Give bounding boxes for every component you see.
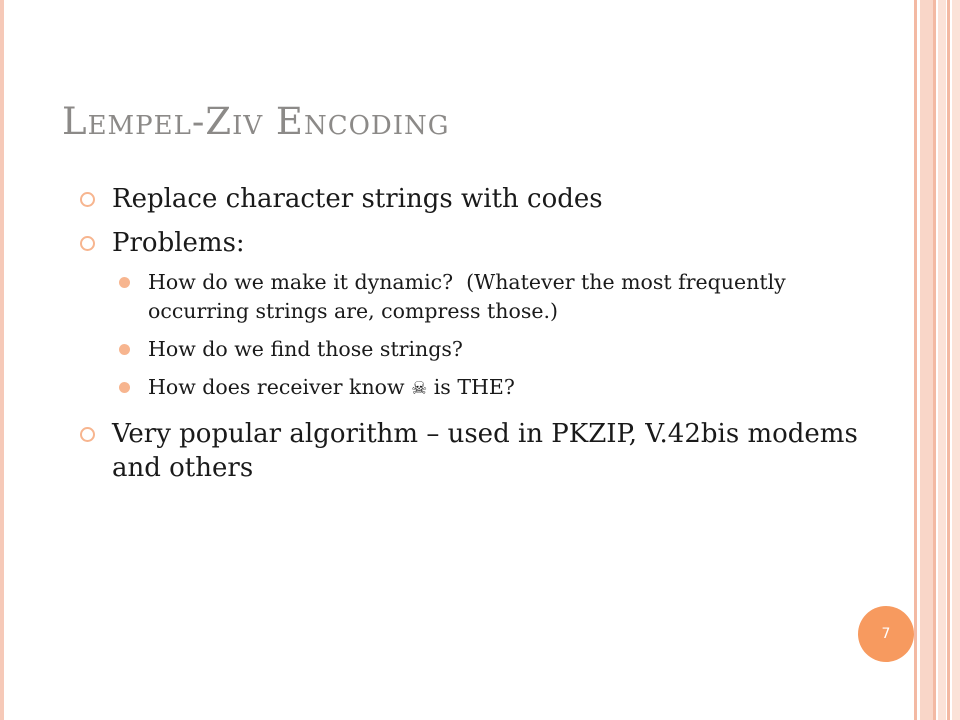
hollow-bullet-icon — [80, 427, 95, 442]
page-number-badge: 7 — [858, 606, 914, 662]
bullet-item — [80, 226, 860, 260]
hollow-bullet-icon — [80, 192, 95, 207]
left-border — [0, 0, 4, 720]
hollow-bullet-icon — [80, 236, 95, 251]
slide-content — [80, 182, 860, 495]
sub-bullet-item — [148, 268, 860, 326]
sub-bullet-list — [80, 268, 860, 403]
right-decorative-stripes — [914, 0, 960, 720]
sub-bullet-item — [148, 373, 860, 403]
sub-bullet-text: How do we find those strings? — [148, 337, 463, 361]
sub-bullet-text-after: is THE? — [427, 375, 515, 399]
bullet-item — [80, 417, 860, 485]
bullet-text: Replace character strings with codes — [112, 184, 603, 214]
filled-bullet-icon — [119, 344, 130, 355]
filled-bullet-icon — [119, 277, 130, 288]
sub-bullet-text: How do we make it dynamic? (Whatever the most frequently occurring strings are, compress those.) — [148, 270, 793, 323]
bullet-text: Very popular algorithm – used in PKZIP, V.42bis modems and others — [112, 419, 858, 483]
bullet-item — [80, 182, 860, 216]
sub-bullet-item — [148, 335, 860, 364]
filled-bullet-icon — [119, 382, 130, 393]
skull-icon: ☠ — [411, 378, 428, 399]
slide-title: Lempel-Ziv Encoding — [62, 100, 450, 143]
sub-bullet-text-before: How does receiver know — [148, 375, 412, 399]
bullet-text: Problems: — [112, 228, 245, 258]
